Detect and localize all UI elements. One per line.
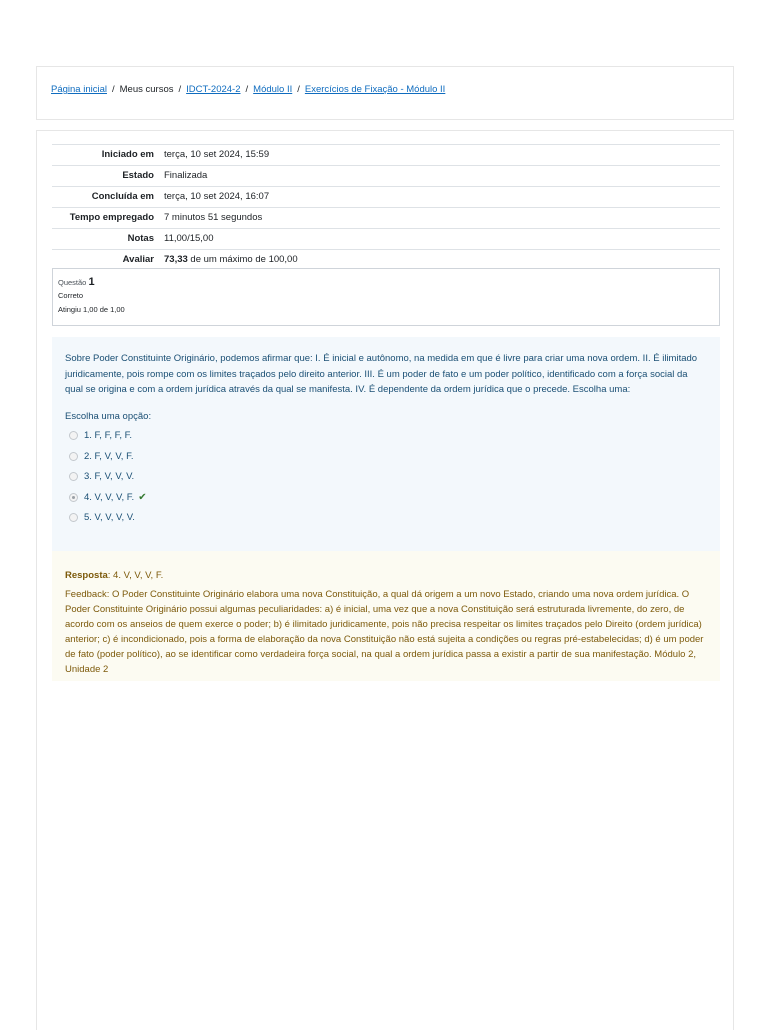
option-label: 5. V, V, V, V. bbox=[84, 512, 135, 524]
summary-row-grade bbox=[52, 250, 720, 271]
started-value: terça, 10 set 2024, 15:59 bbox=[164, 149, 270, 160]
answer-option[interactable] bbox=[65, 508, 707, 529]
answer-option-selected[interactable] bbox=[65, 487, 707, 508]
radio-button[interactable] bbox=[69, 452, 78, 461]
breadcrumb-separator: / bbox=[297, 84, 300, 95]
started-label: Iniciado em bbox=[101, 149, 154, 160]
quiz-review-region bbox=[36, 130, 734, 1030]
radio-button[interactable] bbox=[69, 472, 78, 481]
breadcrumb-separator: / bbox=[178, 84, 182, 95]
grade-suffix: de um máximo de 100,00 bbox=[187, 254, 298, 265]
breadcrumb-course-link[interactable]: IDCT-2024-2 bbox=[186, 84, 241, 95]
completed-value: terça, 10 set 2024, 16:07 bbox=[164, 191, 270, 202]
grade-value: 73,33 bbox=[164, 254, 188, 265]
check-icon: ✔ bbox=[138, 491, 147, 503]
grade-label: Avaliar bbox=[122, 254, 154, 265]
question-info-box bbox=[52, 268, 720, 326]
summary-row-time bbox=[52, 208, 720, 229]
completed-label: Concluída em bbox=[91, 191, 154, 202]
breadcrumb-activity-link[interactable]: Exercícios de Fixação - Módulo II bbox=[304, 84, 446, 95]
answer-option[interactable] bbox=[65, 446, 707, 467]
radio-button-selected[interactable] bbox=[69, 493, 78, 502]
attempt-summary-table bbox=[52, 144, 720, 270]
option-label: 4. V, V, V, F. bbox=[84, 491, 135, 503]
answer-option[interactable] bbox=[65, 467, 707, 488]
answer-label: Resposta bbox=[65, 570, 108, 581]
right-answer bbox=[65, 569, 707, 583]
time-value: 7 minutos 51 segundos bbox=[164, 212, 263, 223]
answer-value: : 4. V, V, V, F. bbox=[107, 570, 164, 581]
question-outcome bbox=[52, 551, 720, 681]
option-label: 3. F, V, V, V. bbox=[84, 471, 135, 483]
breadcrumb-module-link[interactable]: Módulo II bbox=[253, 84, 293, 95]
breadcrumb-separator: / bbox=[245, 84, 249, 95]
answer-prompt: Escolha uma opção: bbox=[65, 410, 152, 422]
breadcrumb-container bbox=[36, 66, 734, 120]
question-prefix: Questão bbox=[58, 278, 89, 287]
summary-row-marks bbox=[52, 229, 720, 250]
breadcrumb-my-courses: Meus cursos bbox=[119, 84, 174, 95]
breadcrumb-home-link[interactable]: Página inicial bbox=[51, 84, 107, 95]
answer-option[interactable] bbox=[65, 426, 707, 447]
summary-row-started bbox=[52, 145, 720, 166]
question-state: Correto bbox=[58, 291, 84, 300]
breadcrumb bbox=[51, 84, 445, 95]
answer-options bbox=[65, 426, 707, 529]
radio-button[interactable] bbox=[69, 513, 78, 522]
question-grade: Atingiu 1,00 de 1,00 bbox=[58, 305, 125, 314]
time-label: Tempo empregado bbox=[69, 212, 154, 223]
summary-row-completed bbox=[52, 187, 720, 208]
question-number-value: 1 bbox=[88, 276, 95, 288]
radio-button[interactable] bbox=[69, 431, 78, 440]
marks-label: Notas bbox=[127, 233, 154, 244]
breadcrumb-separator: / bbox=[111, 84, 115, 95]
summary-row-state bbox=[52, 166, 720, 187]
question-formulation bbox=[52, 337, 720, 551]
state-value: Finalizada bbox=[164, 170, 208, 181]
general-feedback: Feedback: O Poder Constituinte Originário elabora uma nova Constituição, a qual dá origem a um novo Estado, criando uma nova ordem jurídica. O Poder Constituinte Originário possui algumas peculiaridades: a) é inicial, uma vez que a nova Constituição será estruturada livremente, do zero, de acordo com os anseios de quem exerce o poder; b) é ilimitado juridicamente, pois não precisa respeitar os limites traçados pelo Direito (ordem jurídica) anterior; c) é incondicionado, pois a forma de elaboração da nova Constituição não está sujeita a condições ou regras pré-estabelecidas; d) é um poder de fato (poder político), ao se identificar como verdadeira força social, na qual a ordem jurídica passa a existir a partir de sua manifestação. Módulo 2, Unidade 2 bbox=[65, 589, 704, 675]
question-number bbox=[58, 276, 714, 289]
question-text: Sobre Poder Constituinte Originário, podemos afirmar que: I. É inicial e autônomo, na medida em que é livre para criar uma nova ordem. II. É ilimitado juridicamente, pois rompe com os limites traçados pelo direito anterior. III. É um poder de fato e um poder político, identificado com a força social da qual se origina e com a ordem jurídica através da qual se manifesta. IV. É dependente da ordem jurídica que o precede. Escolha uma: bbox=[65, 353, 698, 395]
marks-value: 11,00/15,00 bbox=[164, 233, 214, 244]
grade-cell bbox=[160, 250, 720, 271]
option-label: 1. F, F, F, F. bbox=[84, 430, 133, 442]
state-label: Estado bbox=[122, 170, 154, 181]
option-label: 2. F, V, V, F. bbox=[84, 450, 134, 462]
